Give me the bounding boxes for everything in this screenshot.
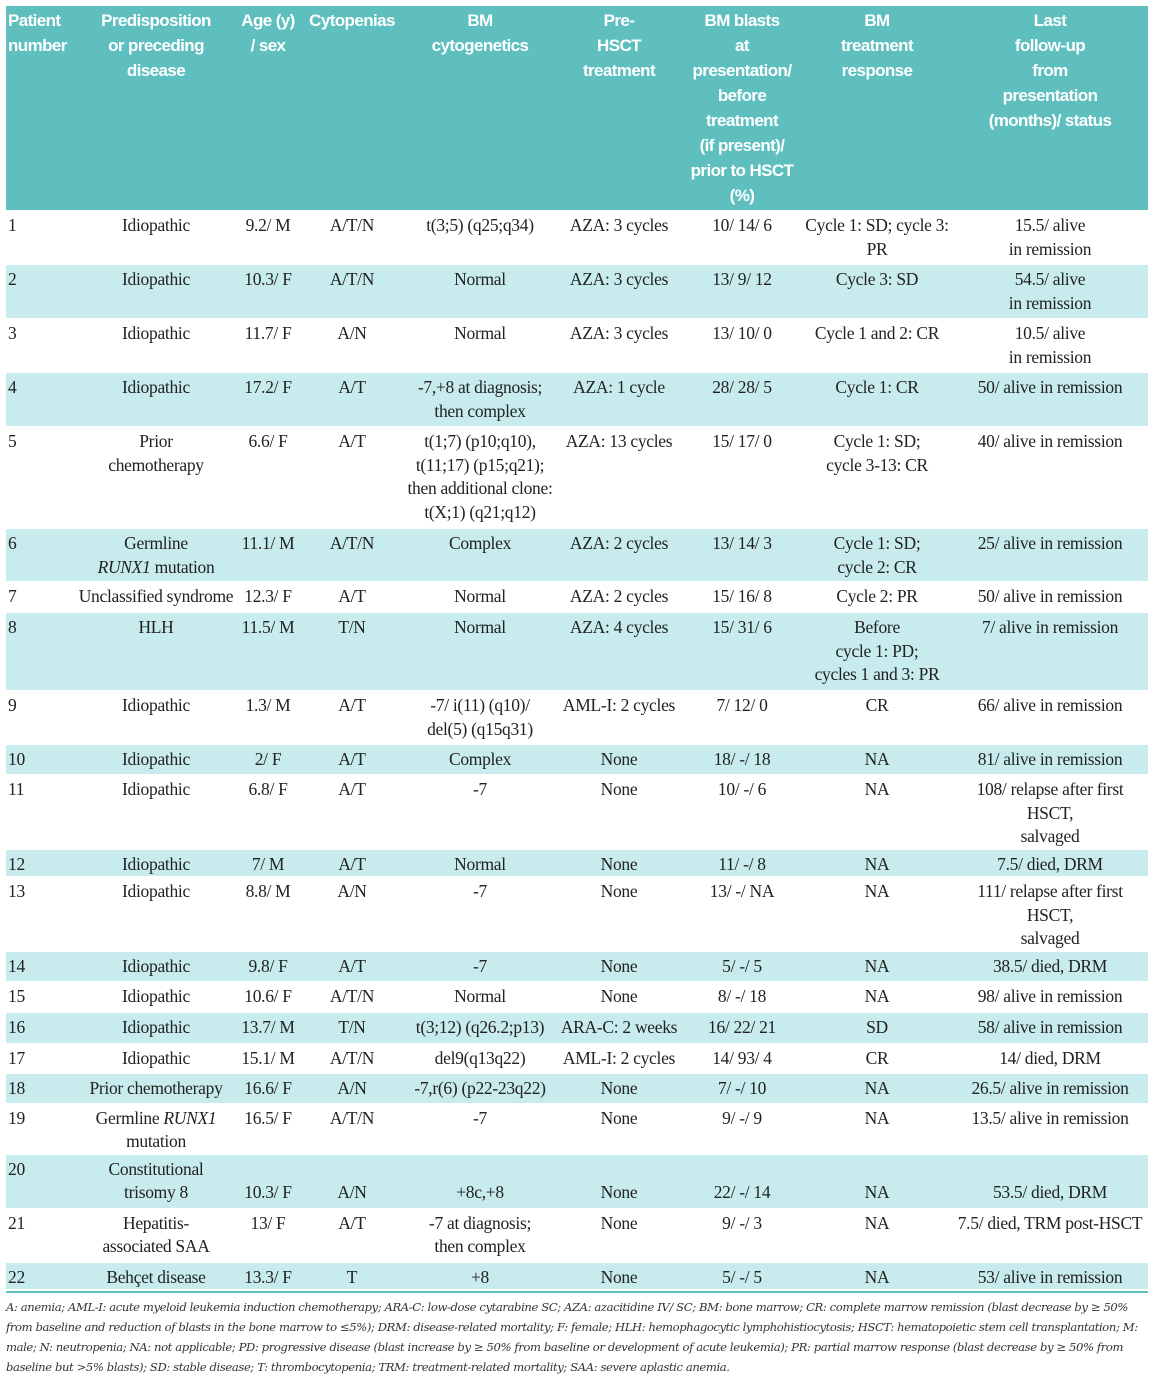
cell-predisposition: Idiopathic bbox=[122, 881, 190, 901]
cell-patient-number: 1 bbox=[8, 215, 17, 235]
cell-age-sex: 1.3/ M bbox=[245, 695, 291, 715]
table-row bbox=[6, 1154, 1148, 1208]
cell-bm-blasts: 15/ 17/ 0 bbox=[712, 431, 772, 451]
cell-pre-hsct-treatment: AZA: 2 cycles bbox=[569, 586, 669, 606]
cell-last-follow-up: 7/ alive in remission bbox=[952, 613, 1148, 691]
cell-patient-number: 22 bbox=[6, 1262, 76, 1289]
cell-age-sex: 9.8/ F bbox=[236, 951, 300, 981]
cell-pre-hsct-treatment: None bbox=[600, 1107, 638, 1128]
cell-cytopenias: T bbox=[300, 1262, 404, 1289]
cell-predisposition: Idiopathic bbox=[122, 779, 190, 799]
cell-bm-treatment-response: NA bbox=[802, 1262, 952, 1289]
cell-cytopenias: A/T/N bbox=[300, 529, 404, 582]
cell-age-sex: 10.3/ F bbox=[236, 1154, 300, 1208]
cell-bm-cytogenetics: t(1;7) (p10;q10), t(11;17) (p15;q21); then additional clone: t(X;1) (q21;q12) bbox=[407, 431, 553, 522]
cell-last-follow-up: 66/ alive in remission bbox=[977, 695, 1123, 715]
gene-name: RUNX1 bbox=[97, 556, 151, 577]
cell-cytopenias: A/N bbox=[337, 323, 367, 343]
cell-bm-cytogenetics: +8 bbox=[404, 1262, 556, 1289]
cell-pre-hsct-treatment: AZA: 1 cycle bbox=[556, 373, 682, 427]
cell-bm-blasts: 9/ -/ 9 bbox=[722, 1107, 762, 1128]
cell-patient-number: 3 bbox=[8, 323, 17, 343]
cell-bm-cytogenetics: del9(q13q22) bbox=[434, 1047, 526, 1068]
cell-age-sex: 11.1/ M bbox=[236, 529, 300, 582]
table-row bbox=[6, 1012, 1148, 1043]
cell-age-sex: 13.3/ F bbox=[236, 1262, 300, 1289]
cell-bm-cytogenetics: -7 at diagnosis; then complex bbox=[428, 1212, 532, 1256]
cell-predisposition: Prior chemotherapy bbox=[76, 1073, 236, 1103]
header-predisposition: Predisposition or preceding disease bbox=[76, 6, 236, 211]
cell-patient-number: 10 bbox=[6, 745, 76, 775]
cell-bm-blasts: 7/ 12/ 0 bbox=[716, 695, 768, 715]
cell-patient-number: 12 bbox=[6, 849, 76, 877]
cell-bm-cytogenetics: -7/ i(11) (q10)/ del(5) (q15q31) bbox=[427, 695, 533, 739]
cell-patient-number: 21 bbox=[8, 1212, 25, 1233]
cell-last-follow-up: 40/ alive in remission bbox=[977, 431, 1123, 451]
cell-predisposition: HLH bbox=[76, 613, 236, 691]
cell-patient-number: 13 bbox=[8, 881, 25, 901]
cell-bm-treatment-response: NA bbox=[864, 881, 890, 901]
cell-bm-cytogenetics: -7 bbox=[404, 951, 556, 981]
table-row bbox=[6, 981, 1148, 1012]
table-row bbox=[6, 951, 1148, 981]
cell-bm-blasts: 18/ -/ 18 bbox=[682, 745, 802, 775]
cell-bm-treatment-response: Cycle 1: SD; cycle 2: CR bbox=[802, 529, 952, 582]
table-row bbox=[6, 849, 1148, 877]
cell-age-sex: 10.6/ F bbox=[244, 985, 292, 1006]
cell-last-follow-up: 26.5/ alive in remission bbox=[952, 1073, 1148, 1103]
header-row bbox=[6, 6, 1148, 211]
cell-predisposition: Idiopathic bbox=[122, 215, 190, 235]
table-row bbox=[6, 373, 1148, 427]
patient-table bbox=[6, 6, 1148, 1289]
cell-bm-cytogenetics: Complex bbox=[404, 745, 556, 775]
cell-pre-hsct-treatment: AZA: 3 cycles bbox=[569, 215, 669, 235]
cell-bm-cytogenetics: -7 bbox=[473, 881, 487, 901]
cell-bm-blasts: 22/ -/ 14 bbox=[682, 1154, 802, 1208]
cell-patient-number: 11 bbox=[8, 779, 25, 799]
header-cytopenias: Cytopenias bbox=[300, 6, 404, 211]
header-pre-hsct-treatment: Pre- HSCT treatment bbox=[556, 6, 682, 211]
header-age-sex: Age (y) / sex bbox=[236, 6, 300, 211]
cell-bm-blasts: 13/ 14/ 3 bbox=[682, 529, 802, 582]
cell-cytopenias: A/N bbox=[300, 1154, 404, 1208]
cell-cytopenias: A/T/N bbox=[300, 265, 404, 319]
cell-patient-number: 17 bbox=[8, 1047, 25, 1068]
cell-cytopenias: T/N bbox=[300, 613, 404, 691]
cell-cytopenias: A/T bbox=[338, 779, 366, 799]
cell-age-sex: 11.5/ M bbox=[236, 613, 300, 691]
cell-last-follow-up: 15.5/ alive in remission bbox=[1008, 215, 1092, 259]
table-container bbox=[6, 0, 1148, 1377]
cell-bm-treatment-response: NA bbox=[864, 1107, 890, 1128]
cell-bm-cytogenetics: -7 bbox=[473, 1107, 487, 1128]
cell-age-sex: 7/ M bbox=[236, 849, 300, 877]
cell-patient-number: 14 bbox=[6, 951, 76, 981]
cell-predisposition: Idiopathic bbox=[122, 985, 190, 1006]
cell-bm-treatment-response: Cycle 2: PR bbox=[836, 586, 918, 606]
cell-cytopenias: A/T/N bbox=[329, 985, 375, 1006]
cell-pre-hsct-treatment: AML-I: 2 cycles bbox=[562, 1047, 676, 1068]
cell-last-follow-up: 98/ alive in remission bbox=[977, 985, 1123, 1006]
table-row bbox=[6, 319, 1148, 373]
cell-age-sex: 10.3/ F bbox=[236, 265, 300, 319]
cell-cytopenias: A/T bbox=[300, 951, 404, 981]
cell-cytopenias: A/T bbox=[338, 586, 366, 606]
cell-cytopenias: A/T bbox=[338, 1212, 366, 1233]
cell-bm-blasts: 8/ -/ 18 bbox=[717, 985, 767, 1006]
cell-pre-hsct-treatment: AZA: 3 cycles bbox=[569, 323, 669, 343]
cell-bm-blasts: 28/ 28/ 5 bbox=[682, 373, 802, 427]
cell-cytopenias: A/T bbox=[338, 695, 366, 715]
cell-patient-number: 16 bbox=[6, 1012, 76, 1043]
cell-predisposition: Prior chemotherapy bbox=[108, 431, 204, 475]
cell-age-sex: 13.7/ M bbox=[236, 1012, 300, 1043]
cell-pre-hsct-treatment: None bbox=[556, 1154, 682, 1208]
cell-age-sex: 17.2/ F bbox=[236, 373, 300, 427]
cell-last-follow-up: 111/ relapse after first HSCT, salvaged bbox=[977, 881, 1123, 948]
cell-bm-cytogenetics: Normal bbox=[404, 849, 556, 877]
table-row bbox=[6, 1073, 1148, 1103]
cell-bm-cytogenetics: -7,+8 at diagnosis; then complex bbox=[404, 373, 556, 427]
cell-patient-number: 19 bbox=[8, 1107, 25, 1128]
table-row bbox=[6, 1208, 1148, 1262]
cell-bm-cytogenetics: Normal bbox=[454, 586, 506, 606]
cell-cytopenias: A/N bbox=[300, 1073, 404, 1103]
cell-patient-number: 4 bbox=[6, 373, 76, 427]
cell-age-sex: 6.6/ F bbox=[248, 431, 288, 451]
cell-patient-number: 2 bbox=[6, 265, 76, 319]
cell-bm-treatment-response: NA bbox=[864, 1212, 890, 1233]
cell-bm-treatment-response: SD bbox=[802, 1012, 952, 1043]
table-row bbox=[6, 691, 1148, 745]
cell-bm-blasts: 13/ -/ NA bbox=[709, 881, 775, 901]
header-patient-number: Patient number bbox=[6, 6, 76, 211]
cell-patient-number: 15 bbox=[8, 985, 25, 1006]
cell-last-follow-up: 58/ alive in remission bbox=[952, 1012, 1148, 1043]
cell-bm-blasts: 16/ 22/ 21 bbox=[682, 1012, 802, 1043]
cell-age-sex: 13/ F bbox=[250, 1212, 286, 1233]
cell-age-sex: 6.8/ F bbox=[248, 779, 288, 799]
cell-pre-hsct-treatment: None bbox=[556, 849, 682, 877]
cell-pre-hsct-treatment: None bbox=[556, 1073, 682, 1103]
cell-cytopenias: T/N bbox=[300, 1012, 404, 1043]
header-bm-treatment-response: BM treatment response bbox=[802, 6, 952, 211]
cell-age-sex: 16.5/ F bbox=[244, 1107, 292, 1128]
table-row bbox=[6, 529, 1148, 582]
cell-last-follow-up: 50/ alive in remission bbox=[977, 586, 1123, 606]
table-row bbox=[6, 427, 1148, 529]
cell-last-follow-up: 25/ alive in remission bbox=[952, 529, 1148, 582]
cell-cytopenias: A/T/N bbox=[329, 1047, 375, 1068]
table-row bbox=[6, 1262, 1148, 1289]
cell-predisposition: Constitutional trisomy 8 bbox=[76, 1154, 236, 1208]
cell-bm-treatment-response: NA bbox=[802, 849, 952, 877]
cell-patient-number: 9 bbox=[8, 695, 17, 715]
cell-predisposition: Germline RUNX1 mutation bbox=[76, 529, 236, 582]
cell-last-follow-up: 38.5/ died, DRM bbox=[952, 951, 1148, 981]
cell-patient-number: 20 bbox=[6, 1154, 76, 1208]
cell-patient-number: 5 bbox=[8, 431, 17, 451]
footnote: A: anemia; AML-I: acute myeloid leukemia induction chemotherapy; ARA-C: low-dose cytarabine SC; AZA: azacitidine IV/ SC; BM: bone marrow; CR: complete marrow remission (blast decrease by ≥ 50% from baseline and reduction of blasts in the bone marrow to ≤5%); DRM: disease-related mortality; F: female; HLH: hemophagocytic lymphohistiocytosis; HSCT: hematopoietic stem cell transplantation; M: male; N: neutropenia; NA: not applicable; PD: progressive disease (blast increase by ≥ 50% from baseline or development of acute leukemia); PR: partial marrow response (blast decrease by ≥ 50% from baseline but >5% blasts); SD: stable disease; T: thrombocytopenia; TRM: treatment-related mortality; SAA: severe aplastic anemia. bbox=[6, 1291, 1148, 1377]
cell-bm-cytogenetics: Normal bbox=[404, 265, 556, 319]
table-row bbox=[6, 211, 1148, 265]
table-row bbox=[6, 775, 1148, 850]
cell-bm-treatment-response: CR bbox=[865, 695, 889, 715]
cell-cytopenias: A/N bbox=[337, 881, 367, 901]
cell-pre-hsct-treatment: None bbox=[556, 745, 682, 775]
table-row bbox=[6, 582, 1148, 613]
cell-bm-cytogenetics: Normal bbox=[404, 613, 556, 691]
cell-last-follow-up: 7.5/ died, TRM post-HSCT bbox=[957, 1212, 1143, 1233]
cell-predisposition: Unclassified syndrome bbox=[78, 586, 234, 606]
cell-predisposition: Idiopathic bbox=[122, 323, 190, 343]
cell-bm-blasts: 7/ -/ 10 bbox=[682, 1073, 802, 1103]
cell-age-sex: 8.8/ M bbox=[245, 881, 291, 901]
cell-predisposition: Idiopathic bbox=[76, 373, 236, 427]
cell-pre-hsct-treatment: AZA: 3 cycles bbox=[556, 265, 682, 319]
cell-bm-cytogenetics: t(3;12) (q26.2;p13) bbox=[404, 1012, 556, 1043]
cell-pre-hsct-treatment: None bbox=[600, 881, 638, 901]
cell-cytopenias: A/T bbox=[300, 373, 404, 427]
cell-bm-treatment-response: NA bbox=[802, 951, 952, 981]
header-bm-blasts: BM blasts at presentation/ before treatment (if present)/ prior to HSCT (%) bbox=[682, 6, 802, 211]
cell-predisposition: Idiopathic bbox=[76, 265, 236, 319]
cell-bm-blasts: 15/ 16/ 8 bbox=[712, 586, 772, 606]
cell-predisposition: Behçet disease bbox=[76, 1262, 236, 1289]
header-bm-cytogenetics: BM cytogenetics bbox=[404, 6, 556, 211]
cell-age-sex: 12.3/ F bbox=[244, 586, 292, 606]
cell-bm-treatment-response: Cycle 1: SD; cycle 3: PR bbox=[805, 215, 949, 259]
cell-age-sex: 15.1/ M bbox=[241, 1047, 295, 1068]
table-row bbox=[6, 613, 1148, 691]
cell-age-sex: 9.2/ M bbox=[245, 215, 291, 235]
cell-predisposition: Idiopathic bbox=[76, 745, 236, 775]
cell-patient-number: 6 bbox=[6, 529, 76, 582]
cell-pre-hsct-treatment: AML-I: 2 cycles bbox=[562, 695, 676, 715]
cell-predisposition: Idiopathic bbox=[122, 695, 190, 715]
cell-age-sex: 16.6/ F bbox=[236, 1073, 300, 1103]
cell-last-follow-up: 108/ relapse after first HSCT, salvaged bbox=[976, 779, 1124, 846]
cell-bm-blasts: 14/ 93/ 4 bbox=[712, 1047, 772, 1068]
cell-last-follow-up: 10.5/ alive in remission bbox=[1008, 323, 1092, 367]
gene-name: RUNX1 bbox=[163, 1107, 217, 1128]
cell-predisposition: Hepatitis- associated SAA bbox=[102, 1212, 210, 1256]
cell-bm-treatment-response: NA bbox=[802, 1154, 952, 1208]
table-row bbox=[6, 1103, 1148, 1154]
cell-bm-cytogenetics: -7,r(6) (p22-23q22) bbox=[404, 1073, 556, 1103]
cell-bm-treatment-response: Cycle 1: CR bbox=[802, 373, 952, 427]
cell-cytopenias: A/T bbox=[300, 745, 404, 775]
cell-predisposition: Idiopathic bbox=[76, 951, 236, 981]
cell-bm-blasts: 10/ -/ 6 bbox=[717, 779, 767, 799]
cell-bm-cytogenetics: +8c,+8 bbox=[404, 1154, 556, 1208]
cell-bm-cytogenetics: t(3;5) (q25;q34) bbox=[426, 215, 534, 235]
cell-bm-blasts: 13/ 10/ 0 bbox=[712, 323, 772, 343]
cell-bm-treatment-response: Cycle 1: SD; cycle 3-13: CR bbox=[826, 431, 928, 475]
table-row bbox=[6, 745, 1148, 775]
table-body bbox=[6, 211, 1148, 1290]
cell-bm-cytogenetics: Normal bbox=[454, 985, 506, 1006]
cell-bm-blasts: 5/ -/ 5 bbox=[682, 951, 802, 981]
cell-bm-cytogenetics: Complex bbox=[404, 529, 556, 582]
cell-bm-treatment-response: Cycle 1 and 2: CR bbox=[814, 323, 940, 343]
cell-cytopenias: A/T/N bbox=[329, 1107, 375, 1128]
cell-cytopenias: A/T/N bbox=[329, 215, 375, 235]
cell-bm-cytogenetics: Normal bbox=[454, 323, 506, 343]
cell-bm-blasts: 10/ 14/ 6 bbox=[712, 215, 772, 235]
table-row bbox=[6, 877, 1148, 952]
cell-pre-hsct-treatment: AZA: 2 cycles bbox=[556, 529, 682, 582]
cell-predisposition: Idiopathic bbox=[122, 1047, 190, 1068]
cell-last-follow-up: 13.5/ alive in remission bbox=[971, 1107, 1129, 1128]
cell-cytopenias: A/T bbox=[338, 431, 366, 451]
cell-pre-hsct-treatment: ARA-C: 2 weeks bbox=[556, 1012, 682, 1043]
cell-last-follow-up: 53/ alive in remission bbox=[952, 1262, 1148, 1289]
cell-pre-hsct-treatment: None bbox=[600, 1212, 638, 1233]
cell-age-sex: 11.7/ F bbox=[244, 323, 292, 343]
cell-predisposition: Idiopathic bbox=[76, 849, 236, 877]
cell-pre-hsct-treatment: None bbox=[600, 985, 638, 1006]
cell-predisposition: Germline RUNX1 mutation bbox=[95, 1107, 217, 1151]
cell-bm-treatment-response: Before cycle 1: PD; cycles 1 and 3: PR bbox=[802, 613, 952, 691]
cell-bm-blasts: 15/ 31/ 6 bbox=[682, 613, 802, 691]
cell-bm-blasts: 5/ -/ 5 bbox=[682, 1262, 802, 1289]
header-last-follow-up: Last follow-up from presentation (months)/ status bbox=[952, 6, 1148, 211]
cell-bm-blasts: 9/ -/ 3 bbox=[722, 1212, 762, 1233]
cell-age-sex: 2/ F bbox=[236, 745, 300, 775]
cell-pre-hsct-treatment: None bbox=[556, 951, 682, 981]
cell-patient-number: 7 bbox=[8, 586, 17, 606]
cell-cytopenias: A/T bbox=[300, 849, 404, 877]
cell-last-follow-up: 14/ died, DRM bbox=[999, 1047, 1101, 1068]
cell-bm-blasts: 13/ 9/ 12 bbox=[682, 265, 802, 319]
cell-predisposition: Idiopathic bbox=[76, 1012, 236, 1043]
cell-pre-hsct-treatment: None bbox=[600, 779, 638, 799]
table-row bbox=[6, 1043, 1148, 1073]
cell-last-follow-up: 50/ alive in remission bbox=[952, 373, 1148, 427]
cell-bm-cytogenetics: -7 bbox=[473, 779, 487, 799]
table-row bbox=[6, 265, 1148, 319]
cell-patient-number: 18 bbox=[6, 1073, 76, 1103]
cell-bm-treatment-response: CR bbox=[865, 1047, 889, 1068]
cell-bm-treatment-response: Cycle 3: SD bbox=[802, 265, 952, 319]
cell-bm-treatment-response: NA bbox=[864, 779, 890, 799]
cell-last-follow-up: 53.5/ died, DRM bbox=[952, 1154, 1148, 1208]
cell-patient-number: 8 bbox=[6, 613, 76, 691]
cell-bm-blasts: 11/ -/ 8 bbox=[682, 849, 802, 877]
cell-last-follow-up: 54.5/ alive in remission bbox=[952, 265, 1148, 319]
cell-bm-treatment-response: NA bbox=[802, 745, 952, 775]
cell-bm-treatment-response: NA bbox=[802, 1073, 952, 1103]
cell-last-follow-up: 81/ alive in remission bbox=[952, 745, 1148, 775]
cell-last-follow-up: 7.5/ died, DRM bbox=[952, 849, 1148, 877]
cell-bm-treatment-response: NA bbox=[864, 985, 890, 1006]
cell-pre-hsct-treatment: AZA: 4 cycles bbox=[556, 613, 682, 691]
cell-pre-hsct-treatment: None bbox=[556, 1262, 682, 1289]
cell-pre-hsct-treatment: AZA: 13 cycles bbox=[565, 431, 673, 451]
